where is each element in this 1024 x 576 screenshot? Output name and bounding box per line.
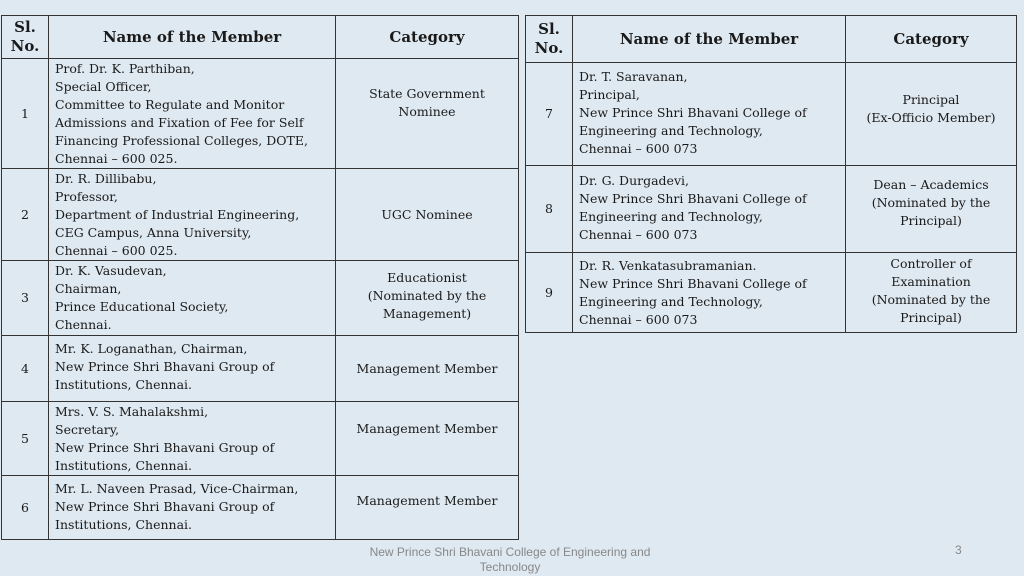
sl-number: 5 <box>2 402 49 476</box>
header-name: Name of the Member <box>49 16 336 59</box>
member-name: Prof. Dr. K. Parthiban, Special Officer, Committee to Regulate and Monitor Admissions and Fixation of Fee for Self Financing Professional Colleges, DOTE, Chennai – 600 025. <box>49 59 336 169</box>
sl-number: 2 <box>2 169 49 261</box>
table-row <box>2 336 519 402</box>
sl-number: 1 <box>2 59 49 169</box>
member-category: Management Member <box>336 402 519 476</box>
member-category: Dean – Academics (Nominated by the Principal) <box>846 166 1017 253</box>
header-sl-no: Sl. No. <box>2 16 49 59</box>
member-category: Controller of Examination (Nominated by the Principal) <box>846 253 1017 333</box>
sl-number: 8 <box>526 166 573 253</box>
footer-college-name: New Prince Shri Bhavani College of Engineering and Technology <box>369 545 651 574</box>
header-row <box>526 16 1017 63</box>
member-category: Management Member <box>336 476 519 540</box>
table-row <box>526 63 1017 166</box>
member-name: Mr. K. Loganathan, Chairman, New Prince Shri Bhavani Group of Institutions, Chennai. <box>49 336 336 402</box>
sl-number: 6 <box>2 476 49 540</box>
member-category: Educationist (Nominated by the Management) <box>336 261 519 336</box>
table-row <box>2 402 519 476</box>
members-table-left <box>1 15 519 540</box>
header-category: Category <box>336 16 519 59</box>
table-row <box>2 476 519 540</box>
member-name: Dr. R. Dillibabu, Professor, Department of Industrial Engineering, CEG Campus, Anna University, Chennai – 600 025. <box>49 169 336 261</box>
table-row <box>2 59 519 169</box>
member-category: State Government Nominee <box>336 59 519 169</box>
header-sl-no: Sl. No. <box>526 16 573 63</box>
sl-number: 3 <box>2 261 49 336</box>
page-number: 3 <box>955 543 962 557</box>
sl-number: 9 <box>526 253 573 333</box>
member-name: Dr. T. Saravanan, Principal, New Prince Shri Bhavani College of Engineering and Technology, Chennai – 600 073 <box>573 63 846 166</box>
member-name: Dr. G. Durgadevi, New Prince Shri Bhavani College of Engineering and Technology, Chennai – 600 073 <box>573 166 846 253</box>
member-name: Dr. R. Venkatasubramanian. New Prince Shri Bhavani College of Engineering and Technology, Chennai – 600 073 <box>573 253 846 333</box>
sl-number: 4 <box>2 336 49 402</box>
header-row <box>2 16 519 59</box>
members-table-right <box>525 15 1017 333</box>
member-name: Dr. K. Vasudevan, Chairman, Prince Educational Society, Chennai. <box>49 261 336 336</box>
table-row <box>2 169 519 261</box>
table-row <box>526 166 1017 253</box>
header-name: Name of the Member <box>573 16 846 63</box>
table-row <box>526 253 1017 333</box>
sl-number: 7 <box>526 63 573 166</box>
member-name: Mr. L. Naveen Prasad, Vice-Chairman, New Prince Shri Bhavani Group of Institutions, Chennai. <box>49 476 336 540</box>
member-category: UGC Nominee <box>336 169 519 261</box>
member-name: Mrs. V. S. Mahalakshmi, Secretary, New Prince Shri Bhavani Group of Institutions, Chennai. <box>49 402 336 476</box>
member-category: Management Member <box>336 336 519 402</box>
member-category: Principal (Ex-Officio Member) <box>846 63 1017 166</box>
table-row <box>2 261 519 336</box>
header-category: Category <box>846 16 1017 63</box>
